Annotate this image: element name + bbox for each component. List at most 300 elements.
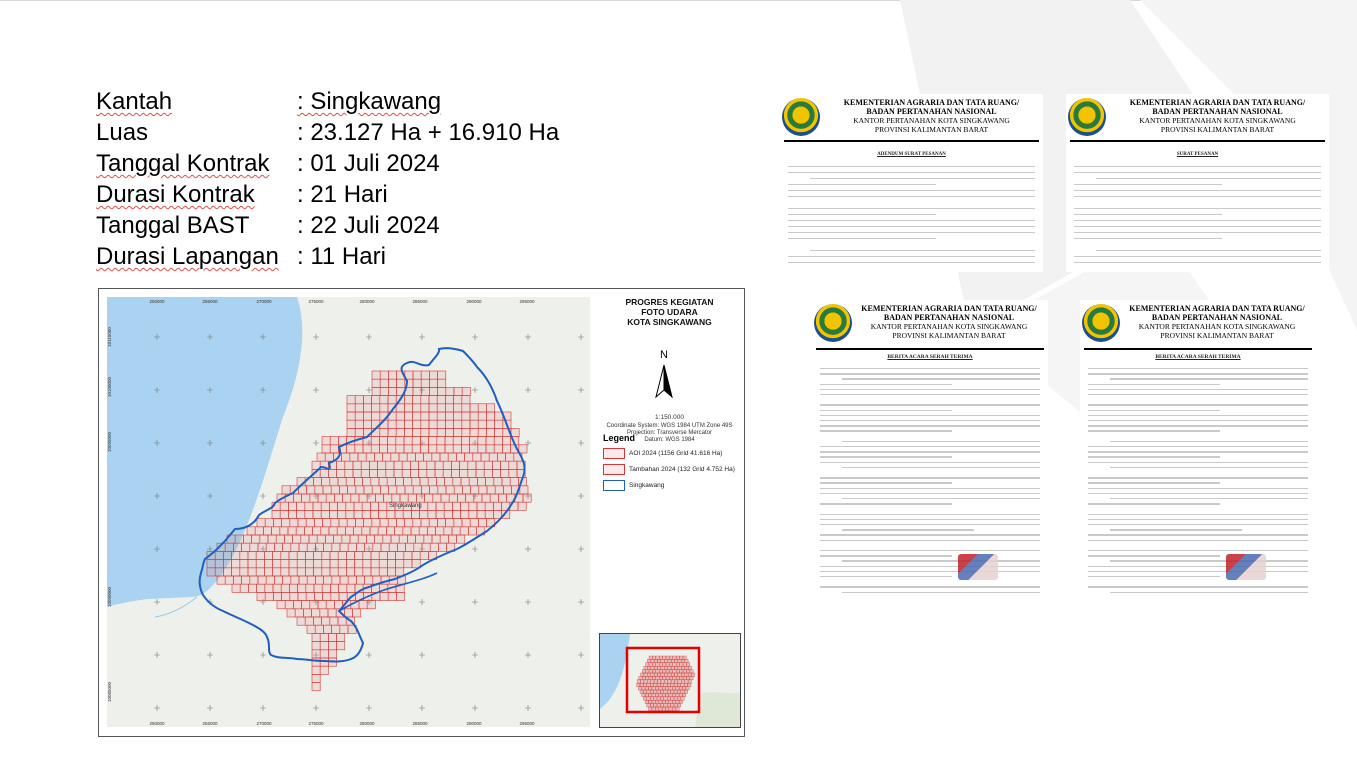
aoi-grid-cell: [223, 551, 231, 559]
aoi-grid-cell: [396, 551, 404, 559]
aoi-grid-cell: [354, 510, 362, 518]
document-text-line: [1074, 262, 1321, 263]
document-text-line: [820, 410, 952, 411]
aoi-grid-cell: [408, 494, 416, 502]
inset-grid-cell: [660, 690, 663, 693]
letterhead-province: PROVINSI KALIMANTAN BARAT: [874, 125, 989, 134]
aoi-grid-cell: [449, 494, 457, 502]
inset-grid-cell: [652, 656, 655, 659]
aoi-grid-cell: [421, 412, 429, 420]
inset-grid-cell: [662, 707, 665, 710]
aoi-grid-cell: [372, 486, 380, 494]
info-value: : 21 Hari: [297, 181, 388, 208]
aoi-grid-cell: [461, 437, 469, 445]
inset-grid-cell: [654, 690, 657, 693]
aoi-grid-cell: [297, 568, 305, 576]
aoi-grid-cell: [478, 420, 486, 428]
inset-grid-cell: [658, 659, 661, 662]
aoi-grid-cell: [361, 461, 369, 469]
document-text-line: [1088, 446, 1308, 447]
aoi-grid-cell: [438, 371, 446, 379]
aoi-grid-cell: [495, 486, 503, 494]
inset-grid-cell: [654, 659, 657, 662]
inset-grid-cell: [666, 676, 669, 679]
document-text-line: [842, 441, 1040, 442]
aoi-grid-cell: [317, 535, 325, 543]
aoi-grid-cell: [264, 568, 272, 576]
document-text-line: [1074, 220, 1321, 221]
aoi-grid-cell: [351, 494, 359, 502]
aoi-grid-cell: [282, 592, 290, 600]
letterhead-rule: [1084, 348, 1312, 350]
aoi-grid-cell: [306, 592, 314, 600]
aoi-grid-cell: [348, 543, 356, 551]
aoi-grid-cell: [290, 592, 298, 600]
aoi-grid-cell: [479, 486, 487, 494]
aoi-grid-cell: [383, 535, 391, 543]
aoi-grid-cell: [318, 494, 326, 502]
aoi-grid-cell: [328, 469, 336, 477]
aoi-grid-cell: [284, 535, 292, 543]
aoi-grid-cell: [366, 453, 374, 461]
aoi-grid-cell: [411, 510, 419, 518]
aoi-grid-cell: [386, 527, 394, 535]
signature-stamp: [958, 554, 998, 580]
aoi-grid-cell: [430, 486, 438, 494]
projection: Projection: Transverse Mercator: [626, 430, 713, 436]
document-title: BERITA ACARA SERAH TERIMA: [887, 354, 973, 360]
inset-grid-cell: [661, 680, 664, 683]
aoi-grid-cell: [318, 601, 326, 609]
aoi-grid-cell: [520, 486, 528, 494]
inset-grid-cell: [659, 693, 662, 696]
aoi-grid-cell: [484, 461, 492, 469]
aoi-grid-cell: [354, 478, 362, 486]
inset-grid-cell: [683, 693, 686, 696]
inset-grid-cell: [680, 676, 683, 679]
document-berita-acara-2: [1080, 300, 1316, 612]
inset-grid-cell: [659, 656, 662, 659]
inset-grid-cell: [658, 666, 661, 669]
inset-grid-cell: [667, 697, 670, 700]
inset-grid-cell: [647, 697, 650, 700]
document-text-line: [1088, 394, 1308, 395]
aoi-grid-cell: [445, 404, 453, 412]
aoi-grid-cell: [298, 519, 306, 527]
aoi-grid-cell: [350, 535, 358, 543]
document-text-line: [820, 404, 1040, 405]
aoi-grid-cell: [489, 453, 497, 461]
document-text-line: [788, 256, 1035, 257]
aoi-grid-cell: [413, 428, 421, 436]
aoi-grid-cell: [443, 461, 451, 469]
aoi-grid-cell: [343, 494, 351, 502]
aoi-grid-cell: [347, 404, 355, 412]
aoi-grid-cell: [305, 617, 313, 625]
aoi-grid-cell: [396, 412, 404, 420]
aoi-grid-cell: [324, 543, 332, 551]
document-text-line: [1088, 430, 1220, 431]
north-arrow: [649, 349, 679, 401]
aoi-grid-cell: [438, 387, 446, 395]
inset-grid-cell: [654, 680, 657, 683]
aoi-grid-cell: [403, 527, 411, 535]
inset-grid-cell: [652, 693, 655, 696]
aoi-grid-cell: [438, 486, 446, 494]
document-text-line: [1088, 420, 1308, 421]
north-arrow-icon: [649, 363, 679, 401]
document-text-line: [1088, 519, 1308, 520]
aoi-grid-cell: [281, 568, 289, 576]
document-text-line: [1074, 238, 1222, 239]
aoi-grid-cell: [240, 584, 248, 592]
inset-grid-cell: [649, 693, 652, 696]
document-text-line: [820, 566, 1040, 567]
aoi-grid-cell: [470, 437, 478, 445]
aoi-grid-cell: [477, 502, 485, 510]
aoi-grid-cell: [355, 568, 363, 576]
aoi-grid-cell: [490, 494, 498, 502]
aoi-grid-cell: [470, 404, 478, 412]
aoi-grid-cell: [347, 396, 355, 404]
aoi-grid-cell: [330, 560, 338, 568]
x-tick-label: 255000: [202, 299, 218, 304]
x-tick-label: 295000: [519, 299, 535, 304]
aoi-grid-cell: [272, 510, 280, 518]
aoi-grid-cell: [353, 469, 361, 477]
aoi-grid-cell: [215, 551, 223, 559]
aoi-grid-cell: [314, 568, 322, 576]
inset-grid-cell: [671, 704, 674, 707]
document-text-line: [1074, 232, 1321, 233]
aoi-grid-cell: [387, 510, 395, 518]
aoi-grid-cell: [379, 502, 387, 510]
document-title: BERITA ACARA SERAH TERIMA: [1155, 354, 1241, 360]
aoi-grid-cell: [469, 478, 477, 486]
aoi-grid-cell: [380, 387, 388, 395]
inset-grid-cell: [650, 704, 653, 707]
inset-grid-cell: [656, 676, 659, 679]
aoi-grid-cell: [355, 420, 363, 428]
document-text-line: [1088, 384, 1220, 385]
inset-grid-cell: [657, 683, 660, 686]
aoi-grid-cell: [307, 543, 315, 551]
aoi-grid-cell: [338, 478, 346, 486]
inset-grid-cell: [678, 666, 681, 669]
aoi-grid-cell: [320, 650, 328, 658]
inset-grid-cell: [658, 673, 661, 676]
inset-grid-cell: [664, 666, 667, 669]
aoi-grid-cell: [400, 494, 408, 502]
aoi-grid-cell: [470, 428, 478, 436]
letterhead-office: KANTOR PERTANAHAN KOTA SINGKAWANG: [1138, 322, 1296, 331]
aoi-grid-cell: [232, 560, 240, 568]
aoi-grid-cell: [448, 535, 456, 543]
document-text-line: [1074, 226, 1321, 227]
aoi-grid-cell: [413, 404, 421, 412]
aoi-grid-cell: [305, 560, 313, 568]
aoi-grid-cell: [443, 469, 451, 477]
aoi-grid-cell: [444, 510, 452, 518]
x-tick-label: 290000: [466, 299, 482, 304]
aoi-grid-cell: [322, 568, 330, 576]
aoi-grid-cell: [380, 379, 388, 387]
aoi-grid-cell: [256, 551, 264, 559]
inset-grid-cell: [677, 704, 680, 707]
aoi-grid-cell: [379, 560, 387, 568]
aoi-grid-cell: [412, 551, 420, 559]
aoi-grid-cell: [329, 510, 337, 518]
aoi-grid-cell: [453, 437, 461, 445]
aoi-grid-cell: [404, 560, 412, 568]
aoi-grid-cell: [501, 461, 509, 469]
inset-grid-cell: [688, 666, 691, 669]
document-text-line: [820, 519, 1040, 520]
inset-grid-cell: [663, 656, 666, 659]
document-text-line: [820, 368, 1040, 369]
inset-grid-cell: [675, 659, 678, 662]
aoi-grid-cell: [375, 494, 383, 502]
aoi-grid-cell: [305, 568, 313, 576]
aoi-grid-cell: [501, 469, 509, 477]
aoi-grid-cell: [274, 576, 282, 584]
document-text-line: [842, 592, 1040, 593]
aoi-grid-cell: [380, 486, 388, 494]
aoi-grid-cell: [346, 502, 354, 510]
aoi-grid-cell: [297, 617, 305, 625]
aoi-grid-cell: [313, 478, 321, 486]
document-text-line: [1110, 467, 1308, 468]
aoi-grid-cell: [452, 502, 460, 510]
aoi-grid-cell: [325, 453, 333, 461]
aoi-grid-cell: [288, 502, 296, 510]
map-canvas: [107, 297, 590, 727]
aoi-grid-cell: [468, 469, 476, 477]
inset-grid-cell: [646, 676, 649, 679]
inset-grid-cell: [683, 663, 686, 666]
inset-grid-cell: [643, 697, 646, 700]
inset-grid-cell: [651, 680, 654, 683]
aoi-grid-cell: [346, 551, 354, 559]
aoi-grid-cell: [272, 527, 280, 535]
aoi-grid-cell: [462, 412, 470, 420]
document-text-line: [1088, 534, 1308, 535]
legend-item-aoi: AOI 2024 (1156 Grid 41.616 Ha): [603, 448, 722, 459]
aoi-grid-cell: [461, 478, 469, 486]
aoi-grid-cell: [371, 445, 379, 453]
document-text-line: [820, 550, 1040, 551]
aoi-grid-cell: [372, 371, 380, 379]
aoi-grid-cell: [438, 543, 446, 551]
aoi-grid-cell: [289, 584, 297, 592]
aoi-grid-cell: [478, 445, 486, 453]
aoi-grid-cell: [437, 404, 445, 412]
document-text-line: [1088, 571, 1308, 572]
document-text-line: [820, 451, 1040, 452]
x-tick-label: 270000: [256, 299, 272, 304]
inset-grid-cell: [645, 687, 648, 690]
aoi-grid-cell: [355, 404, 363, 412]
aoi-grid-cell: [413, 379, 421, 387]
aoi-grid-cell: [476, 469, 484, 477]
aoi-grid-cell: [340, 625, 348, 633]
aoi-grid-cell: [307, 576, 315, 584]
inset-grid-cell: [651, 666, 654, 669]
aoi-grid-cell: [263, 527, 271, 535]
bpn-logo: [1068, 98, 1106, 136]
aoi-grid-cell: [353, 609, 361, 617]
aoi-grid-cell: [207, 560, 215, 568]
aoi-grid-cell: [387, 568, 395, 576]
inset-grid-cell: [684, 683, 687, 686]
aoi-grid-cell: [379, 445, 387, 453]
document-text-line: [820, 394, 1040, 395]
aoi-grid-cell: [371, 568, 379, 576]
inset-grid-cell: [669, 700, 672, 703]
aoi-grid-cell: [482, 494, 490, 502]
x-tick-label: 280000: [359, 721, 375, 726]
aoi-grid-cell: [364, 519, 372, 527]
aoi-grid-cell: [323, 519, 331, 527]
aoi-grid-cell: [416, 535, 424, 543]
aoi-grid-cell: [337, 461, 345, 469]
aoi-grid-cell: [328, 650, 336, 658]
aoi-grid-cell: [361, 469, 369, 477]
aoi-grid-cell: [429, 420, 437, 428]
document-text-line: [1088, 373, 1308, 374]
aoi-grid-cell: [487, 486, 495, 494]
inset-grid-cell: [684, 690, 687, 693]
aoi-grid-cell: [461, 445, 469, 453]
document-text-line: [788, 208, 1035, 209]
aoi-grid-cell: [265, 584, 273, 592]
aoi-grid-cell: [329, 527, 337, 535]
aoi-grid-cell: [337, 469, 345, 477]
aoi-grid-cell: [339, 584, 347, 592]
aoi-grid-cell: [437, 412, 445, 420]
aoi-grid-cell: [342, 535, 350, 543]
inset-grid-cell: [677, 690, 680, 693]
aoi-grid-cell: [470, 519, 478, 527]
aoi-grid-cell: [460, 469, 468, 477]
aoi-grid-cell: [370, 510, 378, 518]
inset-grid-cell: [666, 693, 669, 696]
document-text-line: [1088, 555, 1220, 556]
aoi-grid-cell: [462, 396, 470, 404]
aoi-grid-cell: [380, 519, 388, 527]
document-text-line: [842, 467, 1040, 468]
aoi-grid-cell: [346, 478, 354, 486]
aoi-grid-cell: [314, 519, 322, 527]
aoi-grid-cell: [399, 453, 407, 461]
aoi-grid-cell: [355, 445, 363, 453]
aoi-grid-cell: [356, 576, 364, 584]
aoi-grid-cell: [362, 527, 370, 535]
aoi-grid-cell: [519, 445, 527, 453]
inset-grid-cell: [660, 704, 663, 707]
aoi-grid-cell: [298, 592, 306, 600]
aoi-grid-cell: [432, 453, 440, 461]
aoi-grid-cell: [371, 560, 379, 568]
aoi-grid-cell: [337, 642, 345, 650]
aoi-grid-cell: [338, 502, 346, 510]
document-text-line: [820, 477, 1040, 478]
aoi-grid-cell: [440, 453, 448, 461]
aoi-grid-cell: [470, 412, 478, 420]
inset-grid-cell: [655, 687, 658, 690]
aoi-grid-cell: [397, 486, 405, 494]
aoi-grid-cell: [264, 560, 272, 568]
document-text-line: [1074, 214, 1222, 215]
aoi-grid-cell: [379, 510, 387, 518]
inset-grid-cell: [640, 683, 643, 686]
aoi-grid-cell: [502, 478, 510, 486]
document-text-line: [1074, 166, 1321, 167]
document-title: ADENDUM SURAT PESANAN: [877, 152, 946, 157]
aoi-grid-cell: [493, 502, 501, 510]
document-text-line: [788, 172, 1035, 173]
aoi-grid-cell: [330, 437, 338, 445]
aoi-grid-cell: [347, 519, 355, 527]
aoi-grid-cell: [312, 674, 320, 682]
aoi-grid-cell: [314, 551, 322, 559]
inset-grid-cell: [641, 680, 644, 683]
document-text-line: [788, 238, 936, 239]
bpn-logo: [1082, 304, 1120, 342]
aoi-grid-cell: [321, 502, 329, 510]
aoi-grid-cell: [394, 461, 402, 469]
aoi-grid-cell: [445, 445, 453, 453]
inset-grid-cell: [681, 680, 684, 683]
aoi-grid-cell: [421, 420, 429, 428]
document-text-line: [820, 420, 1040, 421]
aoi-grid-cell: [468, 527, 476, 535]
inset-grid-cell: [676, 663, 679, 666]
aoi-grid-cell: [367, 494, 375, 502]
aoi-grid-cell: [370, 502, 378, 510]
aoi-grid-cell: [383, 453, 391, 461]
document-text-line: [1110, 378, 1308, 379]
document-text-line: [1088, 404, 1308, 405]
aoi-grid-cell: [486, 445, 494, 453]
aoi-grid-cell: [313, 502, 321, 510]
document-text-line: [1074, 172, 1321, 173]
inset-grid-cell: [641, 673, 644, 676]
inset-grid-cell: [657, 697, 660, 700]
aoi-grid-cell: [404, 478, 412, 486]
aoi-grid-cell: [427, 461, 435, 469]
aoi-grid-cell: [470, 420, 478, 428]
inset-grid-cell: [652, 687, 655, 690]
inset-grid-cell: [666, 707, 669, 710]
aoi-grid-cell: [395, 527, 403, 535]
info-label: Durasi Kontrak: [96, 181, 255, 208]
info-label: Luas: [96, 119, 149, 146]
aoi-grid-cell: [365, 576, 373, 584]
aoi-grid-cell: [404, 445, 412, 453]
inset-map: [599, 633, 741, 728]
x-tick-label: 250000: [149, 299, 165, 304]
aoi-grid-cell: [380, 404, 388, 412]
aoi-grid-cell: [317, 453, 325, 461]
aoi-grid-cell: [404, 420, 412, 428]
aoi-grid-cell: [273, 551, 281, 559]
inset-grid-cell: [642, 693, 645, 696]
aoi-grid-cell: [346, 568, 354, 576]
aoi-grid-cell: [494, 445, 502, 453]
aoi-grid-cell: [427, 469, 435, 477]
aoi-grid-cell: [305, 510, 313, 518]
